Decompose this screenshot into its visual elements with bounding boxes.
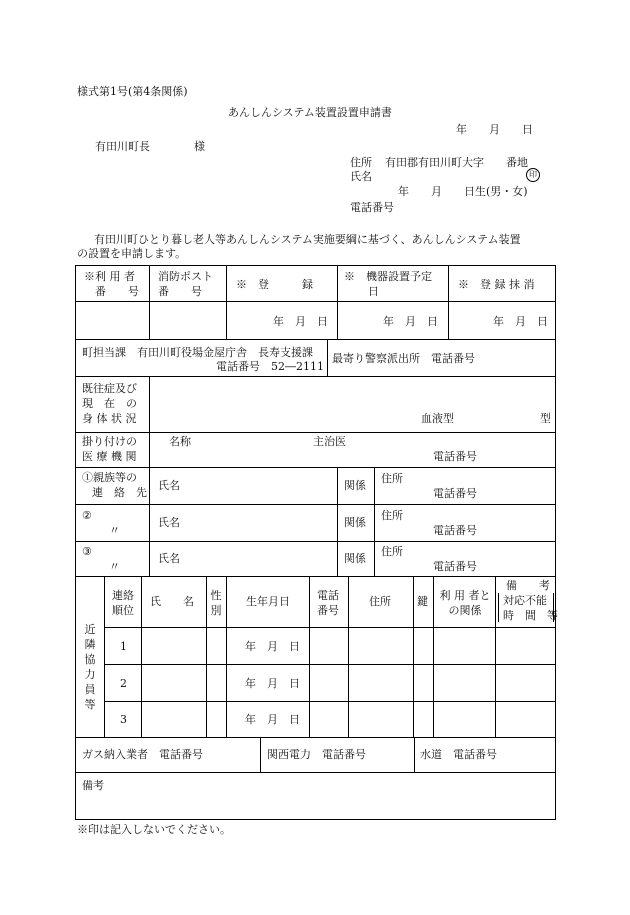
neighbor-row-2-birth[interactable]: 年 月 日	[245, 677, 300, 690]
user-number-label-2: 番 号	[95, 285, 139, 298]
remarks-label: 備考	[82, 779, 104, 792]
contact-order-header: 連絡順位	[112, 589, 134, 617]
water-label: 水道 電話番号	[420, 748, 497, 761]
sex-header: 性別	[210, 589, 222, 617]
institution-label: 掛り付けの	[82, 435, 137, 448]
key-header: 鍵	[417, 595, 428, 608]
neighbor-row-1-birth[interactable]: 年 月 日	[245, 640, 300, 653]
address-value[interactable]: 有田郡有田川町大字 番地	[385, 156, 528, 169]
police-box-label: 最寄り警察派出所 電話番号	[332, 352, 475, 365]
electric-label: 関西電力 電話番号	[267, 748, 366, 761]
form-title: あんしんシステム装置設置申請書	[228, 106, 392, 119]
relative-2-name-label: 氏名	[158, 516, 180, 529]
neighbor-row-1-order: 1	[120, 640, 127, 653]
neighbor-phone-header: 電話番号	[317, 589, 339, 617]
relative-2-address-label: 住所	[381, 509, 403, 522]
relative-3-number: ③	[82, 545, 92, 558]
cancel-date[interactable]: 年 月 日	[493, 315, 548, 328]
neighbor-row-2-order: 2	[120, 677, 127, 690]
institution-phone-label: 電話番号	[433, 450, 477, 463]
registered-label: ※ 登 録	[236, 278, 313, 291]
fire-post-label-2: 番 号	[158, 285, 202, 298]
relative-3-ditto: 〃	[109, 560, 120, 573]
applicant-name-label: 氏名	[350, 170, 372, 183]
application-form-table	[75, 265, 556, 820]
seal-mark: 印	[526, 168, 540, 182]
dept-phone: 電話番号 52―2111	[216, 360, 324, 373]
relative-2-ditto: 〃	[109, 524, 120, 537]
remarks-sub-2: 時 間 等	[503, 609, 558, 622]
relative-1-name-label: 氏名	[158, 479, 180, 492]
birth-date-line[interactable]: 年 月 日生(男・女)	[398, 185, 528, 198]
applicant-phone-label: 電話番号	[350, 201, 394, 214]
planned-install-date[interactable]: 年 月 日	[383, 315, 438, 328]
registered-date[interactable]: 年 月 日	[273, 315, 328, 328]
gas-supplier-label: ガス納入業者 電話番号	[82, 748, 203, 761]
fire-post-label: 消防ポスト	[158, 270, 213, 283]
neighbor-row-3-birth[interactable]: 年 月 日	[245, 713, 300, 726]
institution-label-2: 医 療 機 関	[82, 450, 137, 463]
user-number-label: ※利 用 者	[84, 270, 135, 283]
footnote: ※印は記入しないでください。	[77, 823, 231, 836]
planned-install-label: ※ 機器設置予定	[344, 270, 432, 283]
birth-date-header: 生年月日	[246, 595, 290, 608]
statement-line-2: の設置を申請します。	[77, 247, 187, 260]
medical-history-label-2: 現 在 の	[82, 397, 137, 410]
address-label: 住所	[350, 156, 372, 169]
relative-3-phone-label: 電話番号	[433, 560, 477, 573]
relative-1-phone-label: 電話番号	[433, 487, 477, 500]
medical-history-label: 既往症及び	[82, 382, 137, 395]
relative-2-relation-label: 関係	[344, 516, 366, 529]
remarks-header: 備 考	[506, 579, 550, 592]
statement-line-1: 有田川町ひとり暮し老人等あんしんシステム実施要綱に基づく、あんしんシステム装置	[94, 233, 521, 246]
relative-1-label: ①親族等の	[82, 471, 137, 484]
remarks-sub-1: 対応不能	[503, 594, 547, 607]
neighbor-row-3-order: 3	[120, 713, 127, 726]
relation-header: 利 用 者との関係	[439, 589, 491, 617]
application-date[interactable]: 年 月 日	[456, 123, 533, 136]
institution-name-label: 名称	[169, 435, 191, 448]
medical-history-label-3: 身 体 状 況	[82, 412, 137, 425]
cancel-label: ※ 登 録 抹 消	[458, 278, 535, 291]
planned-install-label-2: 日	[368, 285, 379, 298]
blood-type-suffix: 型	[540, 412, 551, 425]
relative-2-phone-label: 電話番号	[433, 524, 477, 537]
relative-1-relation-label: 関係	[344, 479, 366, 492]
relative-2-number: ②	[82, 509, 92, 522]
relative-3-name-label: 氏名	[158, 552, 180, 565]
doctor-label: 主治医	[313, 435, 346, 448]
relative-3-address-label: 住所	[381, 545, 403, 558]
form-number: 様式第1号(第4条関係)	[77, 85, 188, 98]
relative-1-label-2: 連 絡 先	[92, 486, 147, 499]
neighbors-side-label: 近隣協力員等	[84, 623, 96, 711]
neighbor-name-header: 氏 名	[150, 595, 194, 608]
relative-3-relation-label: 関係	[344, 552, 366, 565]
blood-type-label: 血液型	[421, 412, 454, 425]
neighbor-address-header: 住所	[369, 595, 391, 608]
relative-1-address-label: 住所	[381, 472, 403, 485]
addressee: 有田川町長 様	[95, 140, 205, 153]
dept-label: 町担当課 有田川町役場金屋庁舎 長寿支援課	[82, 346, 313, 359]
